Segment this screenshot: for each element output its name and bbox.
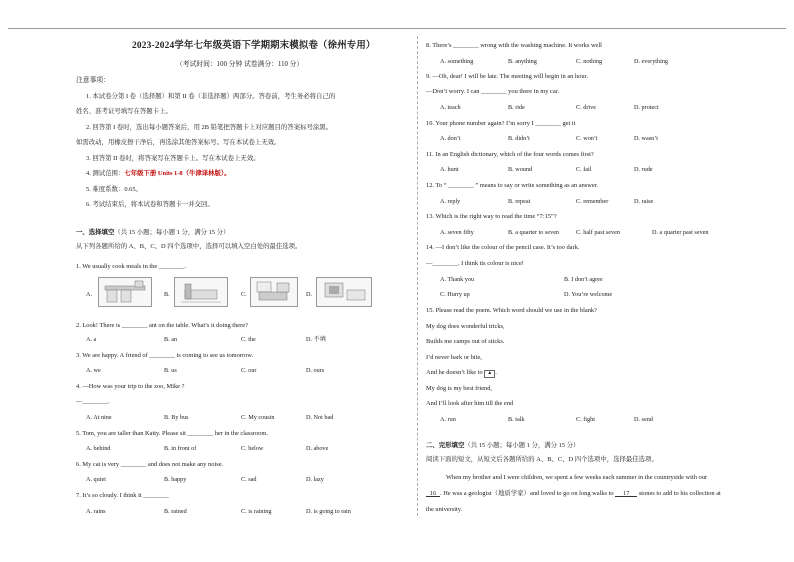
passage-line	[426, 490, 721, 498]
option-c: C. fail	[576, 166, 592, 173]
passage-text: . He was a geologist（地质学家）and loved to go on long walks to	[440, 490, 614, 497]
question-9: 9. —Oh, dear! I will be late. The meeting will begin in an hour.	[426, 73, 588, 80]
question-9-response: —Don’t worry. I can ________ you there in my car.	[426, 88, 560, 95]
question-4: 4. —How was your trip to the zoo, Mike ?	[76, 383, 185, 390]
option-b: B. a quarter to seven	[508, 229, 560, 236]
scope-value: 七年级下册 Units 1-8（牛津译林版）。	[124, 170, 231, 177]
cloze-blank-16: 16	[426, 490, 440, 497]
notice-line: 6. 考试结束后，将本试卷和答题卡一并交回。	[86, 201, 214, 208]
section2-heading	[426, 442, 579, 450]
option-c: C. remember	[576, 198, 609, 205]
option-a: A. At nine	[86, 414, 112, 421]
question-2: 2. Look! There is ________ ant on the table. What’s it doing there?	[76, 322, 248, 329]
option-a: A. Thank you	[440, 276, 475, 283]
option-b: B. in front of	[164, 445, 197, 452]
option-c: C. is raining	[241, 508, 272, 515]
option-a: A. teach	[440, 104, 461, 111]
question-14-response: —________. I think its colour is nice!	[426, 260, 524, 267]
option-b: B. repeat	[508, 198, 531, 205]
option-a: A. seven fifty	[440, 229, 474, 236]
option-c: C. Hurry up	[440, 291, 470, 298]
notice-line: 5. 难度系数：0.65。	[86, 186, 142, 193]
option-a: A. reply	[440, 198, 461, 205]
option-a: A. a	[86, 336, 97, 343]
option-d: D.	[306, 291, 313, 298]
notice-line: 2. 回答第 I 卷时，选出每小题答案后，用 2B 铅笔把答题卡上对应题目的答案标号涂黑。	[86, 124, 333, 131]
passage-text: stones to add to his collection at	[638, 490, 721, 497]
option-c: C. fight	[576, 416, 595, 423]
option-c: C. won’t	[576, 135, 598, 142]
livingroom-image	[250, 277, 298, 307]
option-d: D. rude	[634, 166, 653, 173]
option-b: B. By bus	[164, 414, 189, 421]
option-d: D. lazy	[306, 476, 324, 483]
notice-heading: 注意事项：	[76, 77, 110, 84]
option-c: C. below	[241, 445, 264, 452]
option-b: B. ride	[508, 104, 525, 111]
question-7: 7. It’s so cloudy. I think it ________	[76, 492, 169, 499]
option-b: B. I don’t agree	[564, 276, 603, 283]
option-d: D. is going to rain	[306, 508, 351, 515]
option-b: B. us	[164, 367, 177, 374]
option-b: B. didn’t	[508, 135, 530, 142]
section1-instruction: 从下列各题所给的 A、B、C、D 四个选项中，选择可以填入空白处的最佳选项。	[76, 243, 302, 250]
notice-line: 1. 本试卷分第 I 卷（选择题）和第 II 卷（非选择题）两部分。答卷前，考生务必将自己的	[86, 93, 336, 100]
option-b: B. wound	[508, 166, 533, 173]
option-c: C. sad	[241, 476, 257, 483]
option-d: D. everything	[634, 58, 669, 65]
option-a: A. we	[86, 367, 101, 374]
poem-line: My dog does wonderful tricks,	[426, 323, 505, 330]
option-d: D. above	[306, 445, 329, 452]
option-d: D. a quarter past seven	[652, 229, 709, 236]
option-d: D. protect	[634, 104, 659, 111]
option-b: B. talk	[508, 416, 525, 423]
option-d: D. raise	[634, 198, 654, 205]
option-b: B. rained	[164, 508, 187, 515]
question-10: 10. Your phone number again? I’m sorry I ________ get it	[426, 120, 576, 127]
bedroom-image	[174, 277, 228, 307]
question-6: 6. My cat is very ________ and does not make any noise.	[76, 461, 224, 468]
option-b: B. an	[164, 336, 178, 343]
exam-info: （考试时间：100 分钟 试卷满分：110 分）	[176, 61, 304, 68]
option-d: D. ours	[306, 367, 325, 374]
kitchen-image	[98, 277, 152, 307]
cloze-blank-17: 17	[615, 490, 637, 497]
blank-marker: ▲	[484, 370, 495, 378]
option-a: A. don’t	[440, 135, 461, 142]
question-4-response: —________.	[76, 398, 110, 405]
poem-line: I’d never bark or bite,	[426, 354, 482, 361]
poem-line: And he doesn’t like to	[426, 369, 483, 376]
option-d: D. send	[634, 416, 653, 423]
option-d: D. You’re welcome	[564, 291, 613, 298]
section2-title: 二、完形填空	[426, 442, 465, 449]
option-c: C. our	[241, 367, 257, 374]
option-a: A. run	[440, 416, 456, 423]
column-divider	[417, 36, 418, 516]
poem-line: Builds me camps out of sticks.	[426, 338, 505, 345]
option-c: C. nothing	[576, 58, 603, 65]
option-d: D. wasn’t	[634, 135, 658, 142]
section2-instruction: 阅读下面的短文，从短文后各题所给的 A、B、C、D 四个选项中，选择最佳选项。	[426, 456, 658, 463]
question-12: 12. To “ ________ ” means to say or write something as an answer.	[426, 182, 599, 189]
notice-line: 3. 回答第 II 卷时，将答案写在答题卡上。写在本试卷上无效。	[86, 155, 260, 162]
option-d: D. Not bad	[306, 414, 334, 421]
option-a: A. quiet	[86, 476, 106, 483]
option-b: B. happy	[164, 476, 187, 483]
question-11: 11. In an English dictionary, which of the four words comes first?	[426, 151, 594, 158]
page-title: 2023-2024学年七年级英语下学期期末模拟卷（徐州专用）	[132, 41, 376, 51]
question-14: 14. —I don’t like the colour of the pencil case. It’s too dark.	[426, 244, 580, 251]
section2-note: （共 15 小题；每小题 1 分，满分 15 分）	[464, 442, 580, 449]
option-a: A. something	[440, 58, 474, 65]
option-c: C. the	[241, 336, 256, 343]
passage-line: the university.	[426, 506, 463, 513]
option-b: B.	[164, 291, 170, 298]
option-c: C. drive	[576, 104, 596, 111]
poem-line: My dog is my best friend,	[426, 385, 493, 392]
option-c: C.	[241, 291, 247, 298]
question-13: 13. Which is the right way to read the time “7:15”?	[426, 213, 557, 220]
notice-line-scope	[86, 170, 231, 178]
option-a: A. rains	[86, 508, 106, 515]
notice-line: 姓名、准考证号填写在答题卡上。	[76, 108, 172, 115]
question-5: 5. Tom, you are taller than Katty. Please sit ________ her in the classroom.	[76, 430, 268, 437]
question-15: 15. Please read the poem. Which word should we use in the blank?	[426, 307, 597, 314]
option-b: B. anything	[508, 58, 537, 65]
question-8: 8. There’s ________ wrong with the washing machine. It works well	[426, 42, 602, 49]
scope-label: 4. 测试范围：	[86, 170, 125, 177]
option-c: C. half past seven	[576, 229, 620, 236]
study-image	[316, 277, 372, 307]
section1-heading	[76, 229, 229, 237]
option-c: C. My cousin	[241, 414, 275, 421]
option-a: A.	[86, 291, 93, 298]
question-1: 1. We usually cook meals in the ________.	[76, 263, 186, 270]
section1-title: 一、选择填空	[76, 229, 115, 236]
option-d: D. 不填	[306, 336, 326, 343]
question-3: 3. We are happy. A friend of ________ is coming to see us tomorrow.	[76, 352, 254, 359]
section1-note: （共 15 小题；每小题 1 分，满分 15 分）	[114, 229, 230, 236]
option-a: A. behind	[86, 445, 111, 452]
poem-line-blank: And he doesn’t like to ▲ .	[426, 369, 497, 376]
poem-line: And I’ll look after him till the end	[426, 400, 514, 407]
passage-line: When my brother and I were children, we spent a few weeks each summer in the countryside with our	[446, 474, 708, 481]
option-a: A. hunt	[440, 166, 459, 173]
notice-line: 如需改动，用橡皮擦干净后，再选涂其他答案标号。写在本试卷上无效。	[76, 139, 281, 146]
